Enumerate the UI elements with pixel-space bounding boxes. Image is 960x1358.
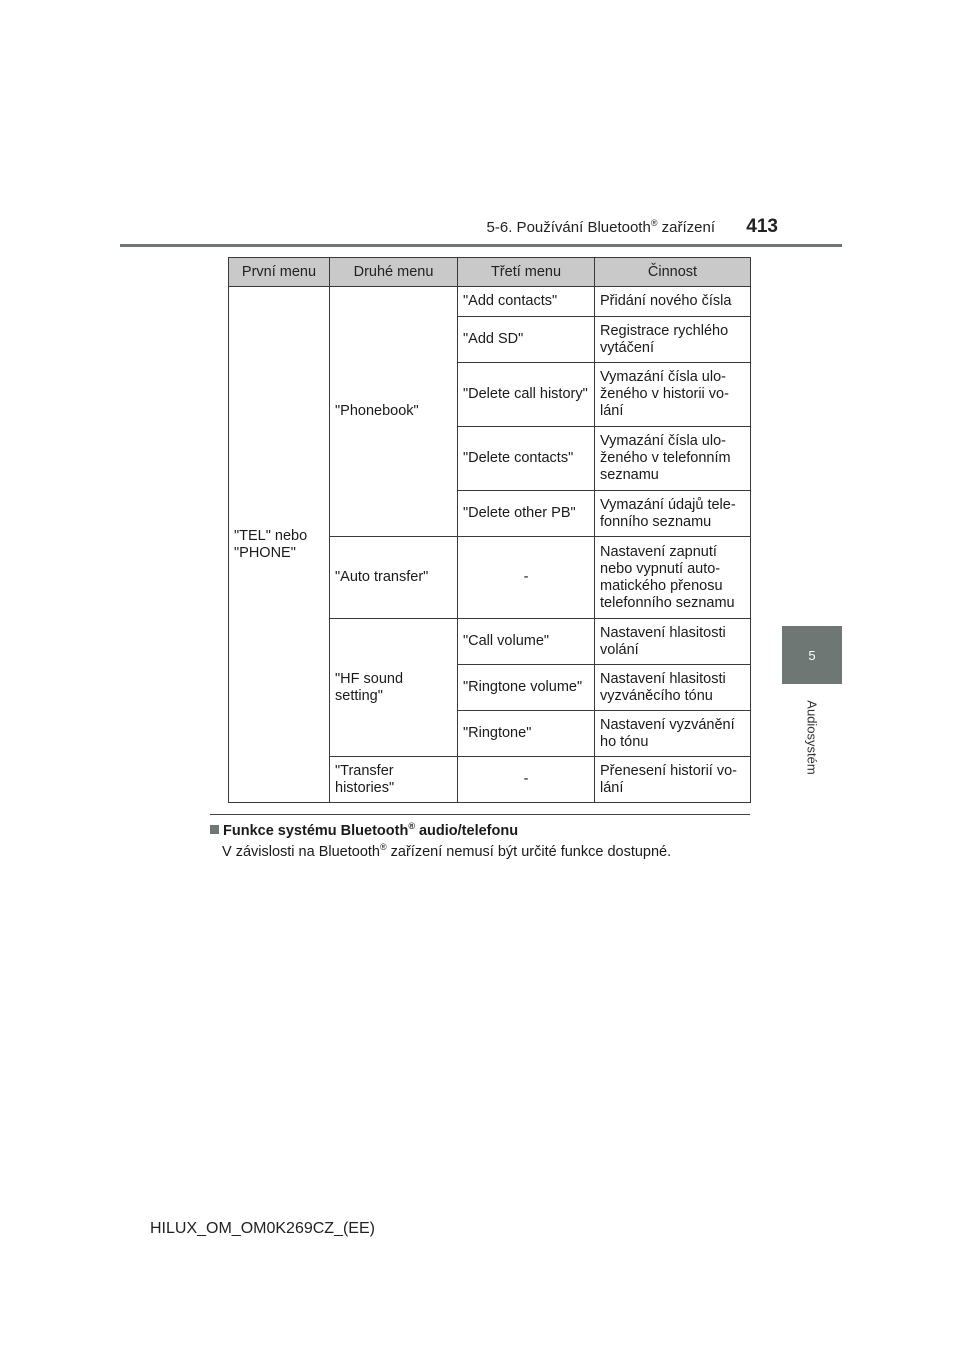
table-header-row [229,258,751,287]
third-menu-cell: "Delete contacts" [458,427,595,491]
first-menu-cell: "TEL" nebo "PHONE" [229,287,330,803]
chapter-label: Audiosystém [804,699,820,775]
menu-table [228,257,751,803]
header-rule [120,244,842,247]
action-cell: Vymazání údajů tele-fonního seznamu [595,491,751,537]
third-menu-cell: - [458,757,595,803]
second-menu-cell: "Transfer histories" [330,757,458,803]
action-cell: Nastavení zapnutí nebo vypnutí auto-matického přenosu telefonního seznamu [595,537,751,619]
action-cell: Nastavení hlasitosti vyzváněcího tónu [595,665,751,711]
action-cell: Vymazání čísla ulo-ženého v telefonním seznamu [595,427,751,491]
third-menu-cell: "Call volume" [458,619,595,665]
note-body: V závislosti na Bluetooth® zařízení nemusí být určité funkce dostupné. [222,841,672,860]
column-header: Třetí menu [458,258,595,287]
action-cell: Nastavení hlasitosti volání [595,619,751,665]
third-menu-cell: - [458,537,595,619]
page-number: 413 [746,216,778,237]
second-menu-cell: "HF sound setting" [330,619,458,757]
third-menu-cell: "Add SD" [458,317,595,363]
third-menu-cell: "Delete other PB" [458,491,595,537]
second-menu-cell: "Phonebook" [330,287,458,537]
note-section [210,814,750,860]
action-cell: Přidání nového čísla [595,287,751,317]
third-menu-cell: "Add contacts" [458,287,595,317]
action-cell: Registrace rychlého vytáčení [595,317,751,363]
third-menu-cell: "Ringtone volume" [458,665,595,711]
chapter-tab[interactable]: 5 [782,626,842,684]
third-menu-cell: "Ringtone" [458,711,595,757]
table-row [229,287,751,317]
column-header: Druhé menu [330,258,458,287]
note-title: Funkce systému Bluetooth® audio/telefonu [210,821,750,839]
action-cell: Vymazání čísla ulo-ženého v historii vo-lání [595,363,751,427]
document-code: HILUX_OM_OM0K269CZ_(EE) [150,1220,375,1237]
square-bullet-icon [210,825,219,834]
action-cell: Přenesení historií vo-lání [595,757,751,803]
column-header: Činnost [595,258,751,287]
third-menu-cell: "Delete call history" [458,363,595,427]
action-cell: Nastavení vyzvánění ho tónu [595,711,751,757]
second-menu-cell: "Auto transfer" [330,537,458,619]
section-title: 5-6. Používání Bluetooth® zařízení [486,218,715,236]
column-header: První menu [229,258,330,287]
